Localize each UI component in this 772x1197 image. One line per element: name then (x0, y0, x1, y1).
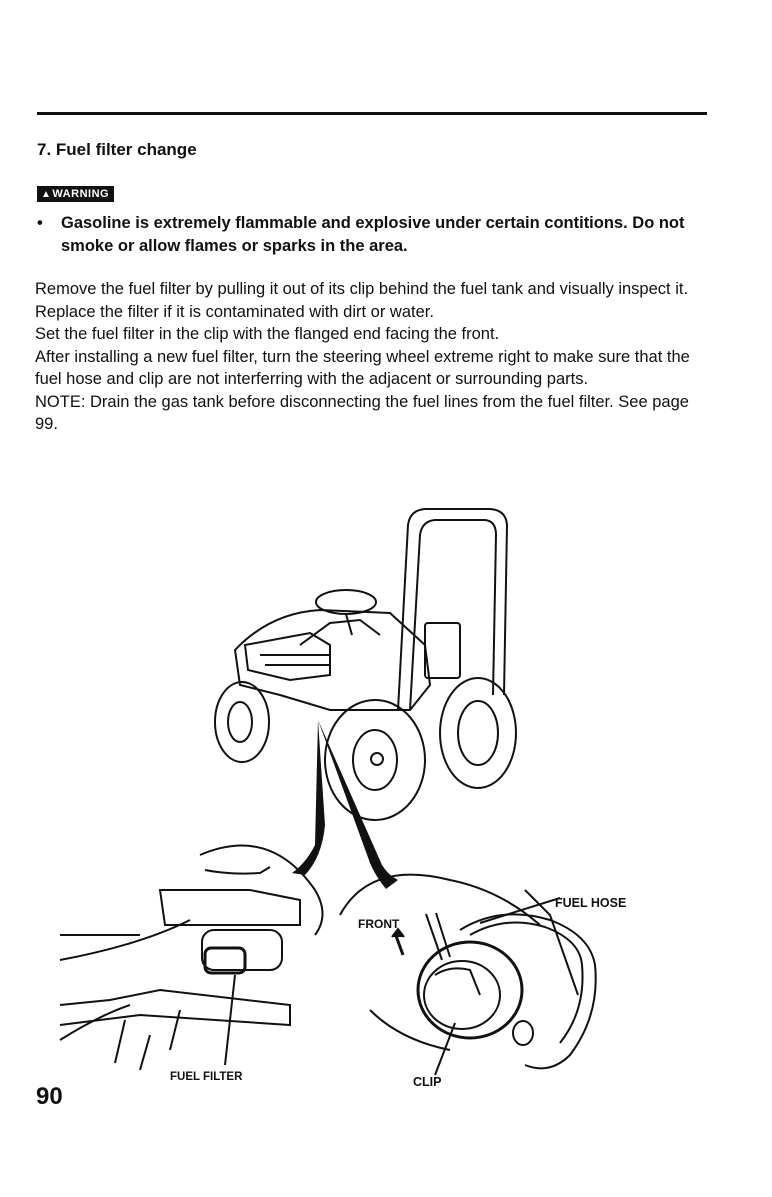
instruction-p3: Set the fuel filter in the clip with the flanged end facing the front. (35, 325, 500, 343)
label-front: FRONT (358, 917, 400, 931)
instruction-p2: Replace the filter if it is contaminated with dirt or water. (35, 302, 434, 321)
instruction-note: NOTE: Drain the gas tank before disconnecting the fuel lines from the fuel filter. See page 99. (35, 392, 689, 433)
page-number: 90 (36, 1083, 63, 1110)
instruction-p1: Remove the fuel filter by pulling it out of its clip behind the fuel tank and visually inspect it. (35, 280, 689, 298)
instructions (35, 278, 715, 436)
tractor-illustration (30, 495, 740, 1095)
warning-badge-label: WARNING (52, 188, 110, 200)
warning-bullet (37, 212, 717, 258)
top-rule (37, 112, 707, 115)
rear-wheel-right (440, 678, 516, 788)
instruction-p4: After installing a new fuel filter, turn the steering wheel extreme right to make sure that the fuel hose and clip are not interferring with the adjacent or surrounding parts. (35, 347, 690, 388)
warning-triangle-icon: ▲ (41, 189, 52, 200)
label-fuel-hose: FUEL HOSE (555, 896, 627, 910)
label-clip: CLIP (413, 1075, 442, 1089)
filter-detail-view (60, 846, 323, 1070)
bullet-dot-icon: • (37, 214, 43, 232)
callout-pointers (292, 720, 398, 889)
warning-text: Gasoline is extremely flammable and explosive under certain contitions. Do not smoke or allow flames or sparks in the area. (61, 214, 685, 255)
section-heading: 7. Fuel filter change (37, 140, 197, 159)
front-wheel (215, 682, 269, 762)
rear-wheel-left (325, 700, 425, 820)
tractor-body (235, 590, 460, 710)
label-fuel-filter: FUEL FILTER (170, 1071, 243, 1083)
warning-badge (37, 186, 114, 202)
